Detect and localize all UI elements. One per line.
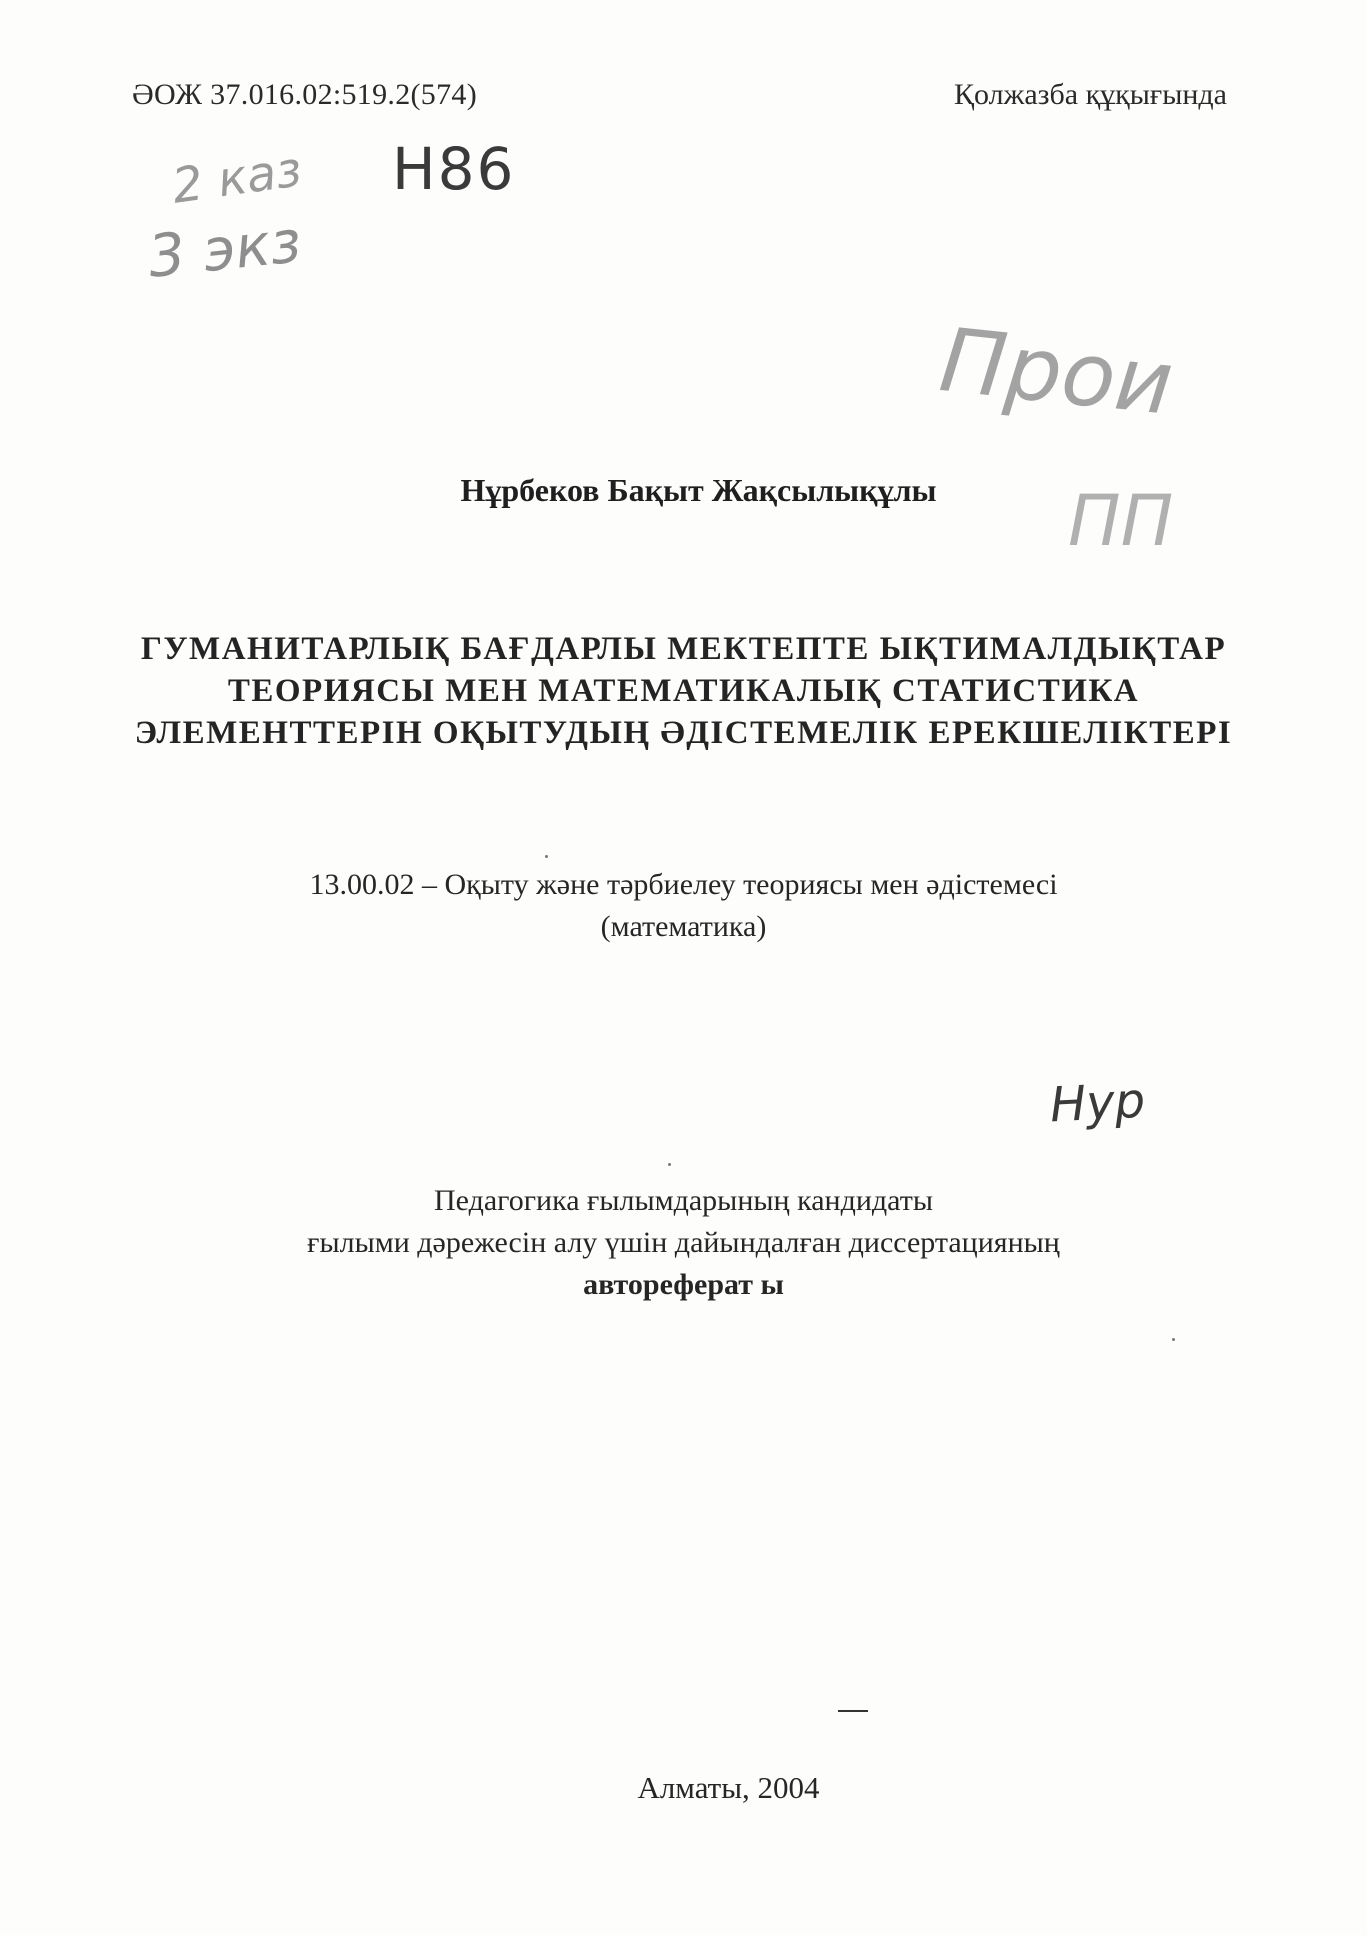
- handwritten-note: Прои: [935, 308, 1178, 435]
- scan-speck: [545, 855, 548, 858]
- abstract-label: автореферат ы: [583, 1268, 784, 1301]
- city-and-year: Алматы, 2004: [637, 1770, 820, 1805]
- handwritten-note: ПП: [1068, 480, 1174, 562]
- degree-line: ғылыми дәрежесін алу үшін дайындалған диссертацияның: [307, 1226, 1060, 1259]
- handwritten-catalog-code: Н86: [392, 135, 516, 203]
- separator-dash: [838, 1710, 868, 1712]
- dissertation-title: [0, 628, 1367, 754]
- specialty-line: (математика): [600, 910, 767, 943]
- scan-speck: [1172, 1338, 1175, 1341]
- manuscript-rights-note: Қолжазба құқығында: [954, 78, 1227, 111]
- handwritten-note: 2 каз: [168, 141, 305, 215]
- specialty-line: 13.00.02 – Оқыту және тәрбиелеу теориясы мен әдістемесі: [309, 868, 1058, 901]
- author-name: Нұрбеков Бақыт Жақсылықұлы: [460, 472, 937, 508]
- title-line: ЭЛЕМЕНТТЕРІН ОҚЫТУДЫҢ ӘДІСТЕМЕЛІК ЕРЕКШЕЛІКТЕРІ: [134, 715, 1233, 751]
- degree-line: Педагогика ғылымдарының кандидаты: [434, 1184, 933, 1217]
- degree-statement: [0, 1180, 1367, 1306]
- specialty-code: [0, 864, 1367, 948]
- handwritten-signature: Нур: [1048, 1072, 1147, 1134]
- udc-code: ӘОЖ 37.016.02:519.2(574): [132, 78, 477, 111]
- handwritten-note: 3 экз: [144, 207, 305, 291]
- title-line: ТЕОРИЯСЫ МЕН МАТЕМАТИКАЛЫҚ СТАТИСТИКА: [227, 673, 1140, 709]
- title-line: ГУМАНИТАРЛЫҚ БАҒДАРЛЫ МЕКТЕПТЕ ЫҚТИМАЛДЫҚТАР: [140, 631, 1227, 667]
- scan-speck: [668, 1163, 671, 1166]
